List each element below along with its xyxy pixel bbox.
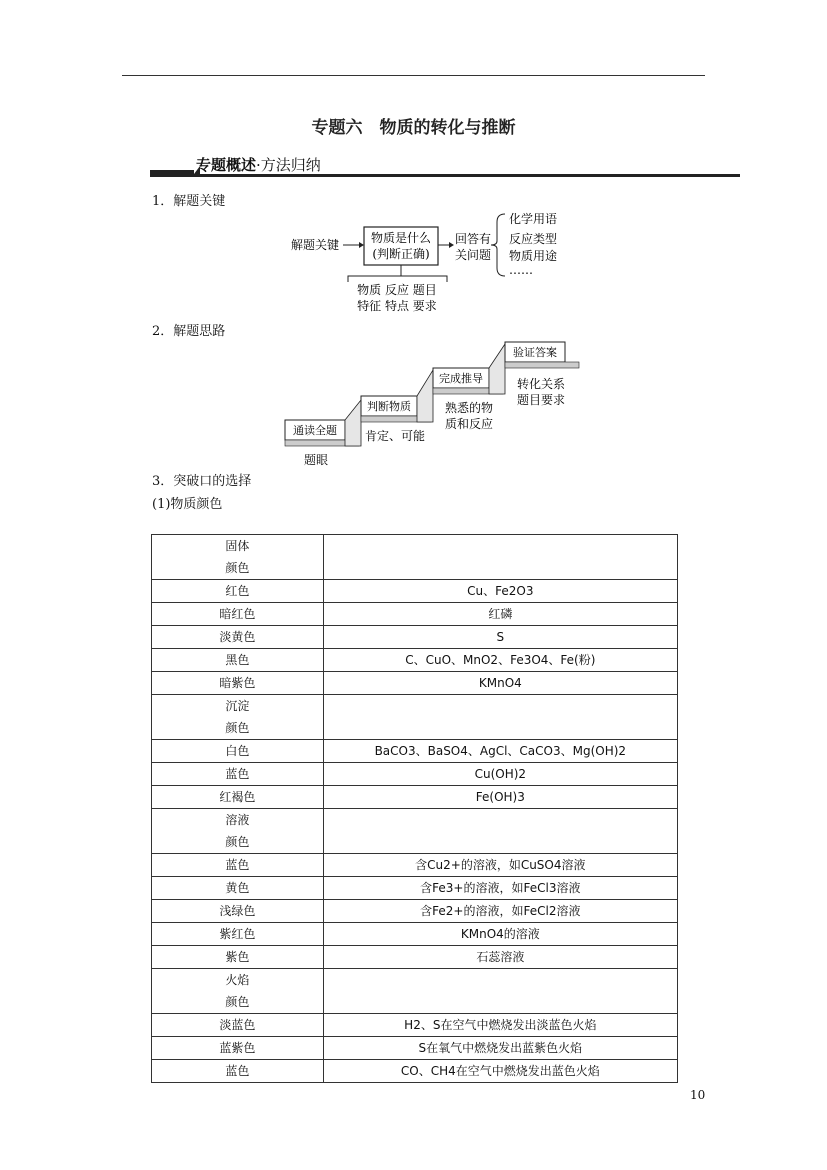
page-title: 专题六 物质的转化与推断: [311, 118, 516, 138]
color-name-cell: 蓝色: [152, 854, 324, 877]
table-row: [152, 603, 678, 626]
table-row: [152, 900, 678, 923]
group-empty-cell: [323, 535, 677, 580]
color-name-cell: 紫红色: [152, 923, 324, 946]
color-name-cell: 淡蓝色: [152, 1014, 324, 1037]
solving-steps-diagram: [283, 340, 593, 470]
d2-step-2: 判断物质: [367, 400, 411, 413]
solving-key-diagram: [285, 208, 585, 320]
color-name-cell: 蓝紫色: [152, 1037, 324, 1060]
substance-cell: 含Cu2+的溶液，如CuSO4溶液: [323, 854, 677, 877]
d2-step-4-below-2: 题目要求: [516, 393, 566, 407]
substance-cell: Cu、Fe2O3: [323, 580, 677, 603]
table-row: [152, 1037, 678, 1060]
d2-step-3-below-1: 熟悉的物: [444, 401, 494, 415]
group-label-line2: 颜色: [225, 995, 250, 1009]
group-empty-cell: [323, 809, 677, 854]
color-name-cell: 暗红色: [152, 603, 324, 626]
group-label-line2: 颜色: [225, 561, 250, 575]
table-row: [152, 923, 678, 946]
d2-step-3-below-2: 质和反应: [444, 417, 494, 431]
d1-right-item-1: 化学用语: [509, 212, 558, 226]
substance-cell: 红磷: [323, 603, 677, 626]
table-row: [152, 786, 678, 809]
substance-color-table: [151, 534, 678, 1083]
table-row: [152, 740, 678, 763]
substance-cell: C、CuO、MnO2、Fe3O4、Fe(粉): [323, 649, 677, 672]
d1-mid-line1: 回答有: [455, 232, 492, 246]
d1-bottom-line1: 物质 反应 题目: [357, 283, 437, 297]
table-group-row: [152, 535, 678, 580]
substance-cell: 含Fe3+的溶液，如FeCl3溶液: [323, 877, 677, 900]
d1-mid-line2: 关问题: [455, 248, 492, 262]
color-name-cell: 暗紫色: [152, 672, 324, 695]
d1-brace: [491, 214, 505, 276]
banner-label-sub: ·方法归纳: [256, 156, 321, 174]
substance-cell: Fe(OH)3: [323, 786, 677, 809]
substance-cell: KMnO4的溶液: [323, 923, 677, 946]
color-name-cell: 红色: [152, 580, 324, 603]
d1-right-item-3: 物质用途: [509, 249, 558, 263]
d2-step-4: 验证答案: [513, 346, 557, 359]
group-label-cell: [152, 695, 324, 740]
banner-label-main: 专题概述: [196, 156, 257, 174]
table-row: [152, 580, 678, 603]
d1-box-line2: (判断正确): [372, 247, 430, 261]
color-name-cell: 浅绿色: [152, 900, 324, 923]
group-label-line1: 固体: [225, 539, 250, 553]
group-label-cell: [152, 969, 324, 1014]
d1-left-label: 解题关键: [291, 238, 340, 252]
group-label-line1: 沉淀: [225, 699, 250, 713]
table-row: [152, 763, 678, 786]
d1-right-item-2: 反应类型: [509, 232, 558, 246]
group-label-cell: [152, 809, 324, 854]
substance-cell: 石蕊溶液: [323, 946, 677, 969]
d1-right-item-4: ……: [509, 263, 533, 277]
table-group-row: [152, 969, 678, 1014]
group-empty-cell: [323, 695, 677, 740]
d2-step-1-below: 题眼: [303, 453, 329, 467]
substance-cell: CO、CH4在空气中燃烧发出蓝色火焰: [323, 1060, 677, 1083]
section-1-heading: 1．解题关键: [152, 194, 226, 209]
table-row: [152, 626, 678, 649]
group-empty-cell: [323, 969, 677, 1014]
substance-cell: S: [323, 626, 677, 649]
color-name-cell: 蓝色: [152, 763, 324, 786]
table-row: [152, 1060, 678, 1083]
section-3-1-heading: (1)物质颜色: [152, 497, 223, 512]
table-row: [152, 649, 678, 672]
section-2-heading: 2．解题思路: [152, 324, 226, 339]
group-label-cell: [152, 535, 324, 580]
substance-cell: Cu(OH)2: [323, 763, 677, 786]
table-row: [152, 672, 678, 695]
d2-step-3: 完成推导: [439, 372, 483, 385]
d2-step-1: 通读全题: [293, 424, 337, 437]
table-row: [152, 854, 678, 877]
substance-cell: 含Fe2+的溶液，如FeCl2溶液: [323, 900, 677, 923]
section-3-heading: 3．突破口的选择: [152, 474, 252, 489]
color-name-cell: 蓝色: [152, 1060, 324, 1083]
table-group-row: [152, 695, 678, 740]
page-number: 10: [690, 1088, 706, 1102]
table-row: [152, 946, 678, 969]
group-label-line2: 颜色: [225, 835, 250, 849]
table-row: [152, 877, 678, 900]
group-label-line1: 溶液: [225, 813, 250, 827]
table-row: [152, 1014, 678, 1037]
color-name-cell: 黄色: [152, 877, 324, 900]
table-group-row: [152, 809, 678, 854]
substance-cell: KMnO4: [323, 672, 677, 695]
d1-box-line1: 物质是什么: [370, 231, 432, 245]
color-name-cell: 红褐色: [152, 786, 324, 809]
group-label-line1: 火焰: [225, 973, 250, 987]
color-name-cell: 黑色: [152, 649, 324, 672]
substance-cell: BaCO3、BaSO4、AgCl、CaCO3、Mg(OH)2: [323, 740, 677, 763]
d2-step-4-below-1: 转化关系: [516, 377, 566, 391]
color-name-cell: 白色: [152, 740, 324, 763]
header-rule: [122, 75, 705, 76]
d2-step-2-below: 肯定、可能: [364, 429, 426, 443]
substance-cell: S在氧气中燃烧发出蓝紫色火焰: [323, 1037, 677, 1060]
group-label-line2: 颜色: [225, 721, 250, 735]
d1-bottom-line2: 特征 特点 要求: [357, 299, 437, 313]
banner-label: [196, 154, 321, 175]
color-name-cell: 淡黄色: [152, 626, 324, 649]
color-name-cell: 紫色: [152, 946, 324, 969]
substance-cell: H2、S在空气中燃烧发出淡蓝色火焰: [323, 1014, 677, 1037]
